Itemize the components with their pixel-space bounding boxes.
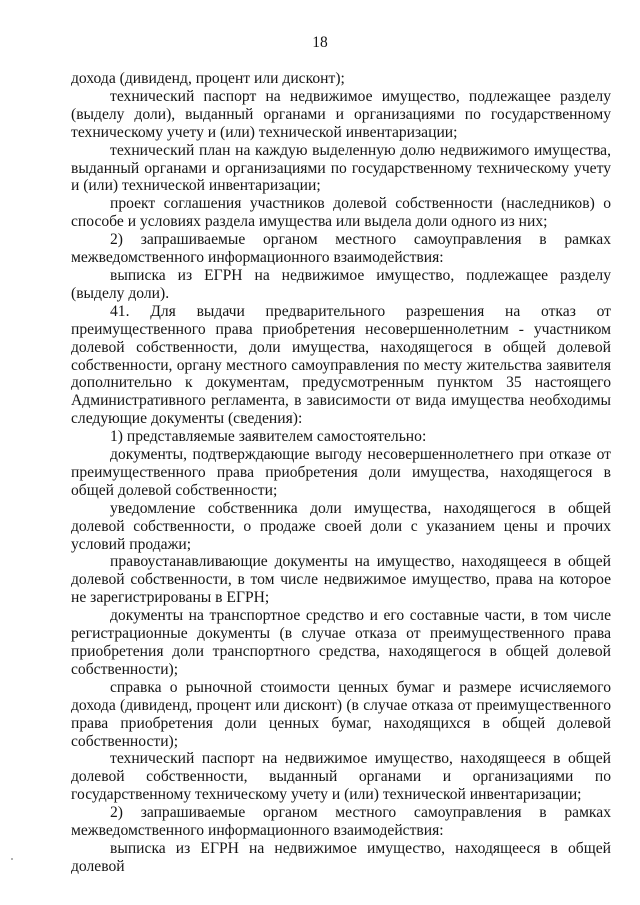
paragraph: уведомление собственника доли имущества, находящегося в общей долевой собственности, о продаже своей доли с указанием цены и прочих условий продажи;	[71, 499, 611, 553]
paragraph: технический план на каждую выделенную долю недвижимого имущества, выданный органами и организациями по государственному техническому учету и (или) технической инвентаризации;	[71, 141, 611, 195]
scan-speck	[11, 858, 13, 860]
paragraph: документы, подтверждающие выгоду несовершеннолетнего при отказе от преимущественного права приобретения доли имущества, находящегося в общей долевой собственности;	[71, 446, 611, 499]
paragraph: документы на транспортное средство и его составные части, в том числе регистрационные документы (в случае отказа от преимущественного права приобретения доли транспортного средства, находящегося в общей долевой собственности);	[71, 607, 611, 678]
paragraph: 41. Для выдачи предварительного разрешения на отказ от преимущественного права приобретения несовершеннолетним - участником долевой собственности, доли имущества, находящегося в общей долевой собственности, органу местного самоуправления по месту жительства заявителя дополнительно к документам, предусмотренным пунктом 35 настоящего Административного регламента, в зависимости от вида имущества необходимы следующие документы (сведения):	[71, 302, 611, 428]
paragraph: 1) представляемые заявителем самостоятельно:	[110, 428, 427, 446]
paragraph: 2) запрашиваемые органом местного самоуправления в рамках межведомственного информационного взаимодействия:	[71, 231, 611, 267]
paragraph: дохода (дивиденд, процент или дисконт);	[71, 70, 345, 87]
paragraph: технический паспорт на недвижимое имущество, находящееся в общей долевой собственности, выданный органами и организациями по государственному техническому учету и (или) технической инвентаризации;	[71, 750, 611, 804]
paragraph: проект соглашения участников долевой собственности (наследников) о способе и условиях раздела имущества или выдела доли одного из них;	[71, 195, 611, 231]
paragraph: технический паспорт на недвижимое имущество, подлежащее разделу (выделу доли), выданный органами и организациями по государственному техническому учету и (или) технической инвентаризации;	[71, 87, 611, 141]
paragraph: справка о рыночной стоимости ценных бумаг и размере исчисляемого дохода (дивиденд, процент или дисконт) (в случае отказа от преимущественного права приобретения доли ценных бумаг, находящихся в общей долевой собственности);	[71, 678, 611, 750]
paragraph: 2) запрашиваемые органом местного самоуправления в рамках межведомственного информационного взаимодействия:	[71, 804, 611, 840]
paragraph: выписка из ЕГРН на недвижимое имущество, подлежащее разделу (выделу доли).	[71, 266, 611, 302]
document-body	[71, 70, 611, 876]
paragraph: выписка из ЕГРН на недвижимое имущество, находящееся в общей долевой	[71, 839, 611, 875]
page-number: 18	[312, 34, 328, 51]
paragraph: правоустанавливающие документы на имущество, находящееся в общей долевой собственности, в том числе недвижимое имущество, права на которое не зарегистрированы в ЕГРН;	[71, 553, 611, 607]
